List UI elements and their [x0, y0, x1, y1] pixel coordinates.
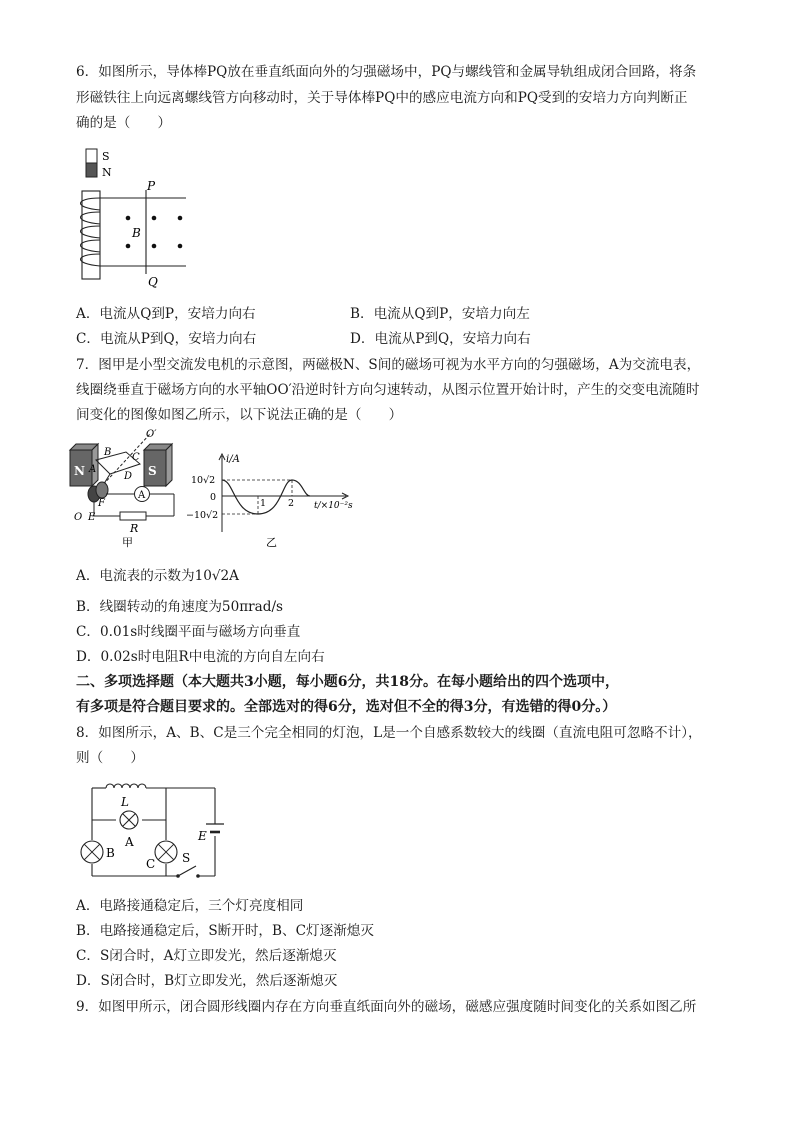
q8-label-c: C — [146, 857, 156, 871]
q8-label-b: B — [106, 846, 115, 860]
q7-graph-xlabel: t/×10⁻²s — [314, 501, 353, 511]
q6-option-d[interactable]: D．电流从P到Q，安培力向右 — [350, 331, 531, 347]
q8-stem-line-1: 8．如图所示，A、B、C是三个完全相同的灯泡，L是一个自感系数较大的线圈（直流电阻可忽略不计）， — [76, 725, 702, 741]
q7-label-d: D — [124, 471, 133, 482]
q7-graph-ylabel: i/A — [226, 454, 240, 465]
q7-figure-current-graph — [186, 450, 356, 550]
section-2-heading-line-1: 二、多项选择题（本大题共3小题，每小题6分，共18分。在每小题给出的四个选项中， — [76, 674, 619, 690]
q7-label-o-prime: O′ — [146, 429, 157, 440]
q7-fig-yi-caption: 乙 — [266, 536, 277, 549]
q6-option-b[interactable]: B．电流从Q到P，安培力向左 — [350, 306, 530, 322]
q7-label-r: R — [130, 522, 139, 535]
q6-label-b: B — [132, 226, 141, 240]
q7-label-f: F — [98, 498, 105, 509]
q6-label-q: Q — [148, 275, 158, 289]
q6-option-c[interactable]: C．电流从P到Q，安培力向右 — [76, 331, 257, 347]
q7-graph-tick-bottom: −10√2 — [186, 510, 219, 521]
q8-label-s: S — [182, 851, 191, 865]
q6-stem-line-1: 6．如图所示，导体棒PQ放在垂直纸面向外的匀强磁场中，PQ与螺线管和金属导轨组成闭合回路，将条 — [76, 64, 697, 80]
q8-label-e: E — [198, 829, 207, 843]
q7-label-n: N — [74, 464, 85, 478]
q7-stem-line-3: 间变化的图像如图乙所示，以下说法正确的是（ ） — [76, 407, 403, 423]
q7-label-s: S — [148, 464, 157, 478]
q6-label-s: S — [102, 150, 110, 163]
q8-option-d[interactable]: D．S闭合时，B灯立即发光，然后逐渐熄灭 — [76, 973, 338, 989]
q6-figure-solenoid-rails — [66, 146, 196, 290]
q7-graph-tick-zero: 0 — [210, 492, 217, 503]
q6-stem-line-2: 形磁铁往上向远离螺线管方向移动时，关于导体棒PQ中的感应电流方向和PQ受到的安培力方向判断正 — [76, 90, 688, 106]
q7-label-a: A — [89, 464, 97, 475]
q9-stem-line-1: 9．如图甲所示，闭合圆形线圈内存在方向垂直纸面向外的磁场，磁感应强度随时间变化的关系如图乙所 — [76, 999, 697, 1015]
section-2-heading-line-2: 有多项是符合题目要求的。全部选对的得6分，选对但不全的得3分，有选错的得0分。） — [76, 699, 617, 715]
q7-option-b[interactable]: B．线圈转动的角速度为50πrad/s — [76, 599, 284, 615]
q8-option-b[interactable]: B．电路接通稳定后，S断开时，B、C灯逐渐熄灭 — [76, 923, 374, 939]
q7-label-c: C — [132, 452, 140, 463]
q6-label-n: N — [102, 166, 112, 179]
q7-graph-tick-1: 1 — [260, 498, 267, 509]
q7-stem-line-1: 7．图甲是小型交流发电机的示意图，两磁极N、S间的磁场可视为水平方向的匀强磁场，A为交流电表， — [76, 357, 701, 373]
q8-option-a[interactable]: A．电路接通稳定后，三个灯亮度相同 — [76, 898, 304, 914]
q7-label-o: O — [74, 512, 83, 523]
q8-figure-circuit — [70, 774, 230, 886]
q7-fig-jia-caption: 甲 — [122, 536, 133, 549]
q7-option-c[interactable]: C．0.01s时线圈平面与磁场方向垂直 — [76, 624, 301, 640]
q7-graph-tick-2: 2 — [288, 498, 295, 509]
q6-label-p: P — [147, 179, 156, 193]
q7-option-d[interactable]: D．0.02s时电阻R中电流的方向自左向右 — [76, 649, 325, 665]
q8-option-c[interactable]: C．S闭合时，A灯立即发光，然后逐渐熄灭 — [76, 948, 337, 964]
q6-stem-line-3: 确的是（ ） — [76, 115, 172, 131]
q8-label-a: A — [125, 835, 134, 849]
q7-label-e: E — [88, 512, 96, 523]
q7-option-a[interactable]: A．电流表的示数为10√2A — [76, 568, 239, 584]
q6-option-a[interactable]: A．电流从Q到P，安培力向右 — [76, 306, 256, 322]
q7-graph-tick-top: 10√2 — [191, 475, 216, 486]
q8-stem-line-2: 则（ ） — [76, 750, 144, 766]
q7-meter-label: A — [138, 490, 146, 501]
q7-stem-line-2: 线圈绕垂直于磁场方向的水平轴OO′沿逆时针方向匀速转动，从图示位置开始计时，产生的交变电流随时 — [76, 382, 700, 398]
q7-label-b: B — [104, 447, 112, 458]
q8-label-l: L — [121, 795, 129, 809]
q7-figure-generator — [66, 428, 186, 550]
